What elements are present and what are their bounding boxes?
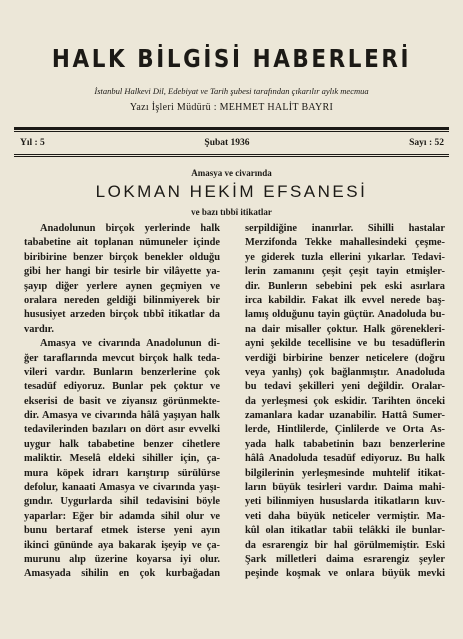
masthead-title: HALK BİLGİSİ HABERLERİ [51,44,412,73]
body-line: Anadolunun birçok yerlerinde halk [40,223,220,234]
body-line: vileri vardır. Bunların benzerlerine çok [24,366,220,378]
body-line: ğer taraflarında mevcut birçok halk teda- [24,352,220,364]
body-line: maliktir. Meselâ eldeki sihiller için, ça- [24,453,220,465]
article-column-left [24,222,220,582]
body-line: ların büyük tesirleri vardır. Daima mahi- [245,482,445,494]
body-line: serpildiğine inanırlar. Sihilli hastalar [245,223,445,234]
body-line: da yerleşmesi çok eskidir. Tarihten önceki [245,395,445,407]
body-line: lamış olduğunu tayin güçtür. Anadoluda bu- [245,309,445,321]
body-line: uygur halk tababetine benzer cihetlere [24,438,220,450]
body-line: dir. Bunlerın sebebini pek eski asırlara [245,280,445,292]
body-line: verdiği birbirine benzer neticelere (doğru [245,352,445,364]
body-line: bu tedavi şekilleri yeni değildir. Oralar- [245,381,445,393]
body-line: şayıp diğer yerlere aynen geçmiyen ve [24,280,220,292]
body-line: hususiyet arzeden birçok tıbbî itikatlar da [24,309,220,321]
body-line: mura köpek idrarı karıştırıp sürülürse [24,467,220,479]
body-line: defolur, kanaati Amasya ve civarında yaşı- [24,482,220,494]
body-line: Şark milletleri daima esrarengiz şeyler [245,553,445,565]
body-line: ayni şekilde tecellisine ve bu tesadüflerin [245,338,445,350]
body-line: ekserisi de basit ve ziyansız görünmekte- [24,395,220,407]
body-line: Amasyada sihilin en çok kurbağadan [24,568,220,580]
body-line: vardır. [24,323,54,335]
article-column-right [245,222,445,582]
body-line: ye giderek tuzla ellerini yıkarlar. Tedavi- [245,251,445,263]
body-line: lerin zamanını çeşit çeşit tayin etmişler- [245,266,445,278]
header-rule [14,127,449,130]
body-line: veti daha büyük neticeler vermiştir. Ma- [245,510,445,522]
body-line: ikinci gününde aya bakarak işeyip ve ça- [24,539,220,551]
issue-number: Sayı : 52 [409,138,444,148]
body-line: bilgilerinin yerleşmesinde muhtelif itikat- [245,467,445,479]
body-line: gındır. Uygurlarda sihil tedavisini böyle [24,496,220,508]
body-line: na dair misaller çoktur. Halk görenekleri- [245,323,445,335]
body-line: peşinde koşmak ve onlara büyük mevki [245,568,445,580]
body-line: oralara nereden geldiği bilinmiyerek bir [24,294,220,306]
issue-info-bar [20,138,444,148]
article-kicker: Amasya ve civarında [191,168,272,178]
article-headline: LOKMAN HEKİM EFSANESİ [95,182,368,201]
masthead-subtitle: İstanbul Halkevi Dil, Edebiyat ve Tarih şubesi tarafından çıkarılır aylık mecmua [94,86,369,96]
body-line: Amasya ve civarında Anadolunun di- [40,338,220,350]
body-line: hâlâ Anadoluda tesadüf ediyoruz. Bu halk [245,453,445,465]
issue-date: Şubat 1936 [204,138,250,148]
body-line: irca kabildir. Fakat ilk evvel nerede baş- [245,294,445,306]
info-rule-2 [14,156,449,157]
body-line: lerde, Hintlilerde, Çinlilerde ve Orta As- [245,424,445,436]
info-rule [14,154,449,155]
editor-line: Yazı İşleri Müdürü : MEHMET HALİT BAYRI [129,102,334,113]
body-line: bunu bertaraf etmek isterse yeni ayın [24,525,220,537]
body-line: tesadüf ediyoruz. Bunlar pek çoktur ve [24,381,220,393]
body-line: veya yanlış) çok bağlanmıştır. Anadoluda [245,366,445,378]
body-line: da esrarengiz bir hal görülmemiştir. Eski [245,539,445,551]
body-line: biribirine benzer birçok benekler olduğu [24,251,220,263]
body-line: murunu alıp üzerine koyarsa iyi olur. [24,553,220,565]
header-rule-thin [14,131,449,132]
article-deck: ve bazı tıbbî itikatlar [191,207,272,217]
body-line: gibi her hangi bir tesirle bir vilâyette ya- [24,266,220,278]
body-line: zamanlara kadar uzanabilir. Hattâ Sumer- [245,410,445,422]
body-line: dir. Amasya ve civarında hâlâ yaşıyan halk [24,410,220,422]
body-line: yeti bilinmiyen hususlarda itikatların kuv- [245,496,445,508]
body-line: yada halk tababetinin bazı benzerlerine [245,438,445,450]
body-line: tedavilerinden bazıları on dört asır evvelki [24,424,220,436]
body-line: Merzifonda Tekke mahallesindeki çeşme- [245,237,445,249]
body-line: kûl olan itikatlar tabii telâkki ile bunlar- [245,525,445,537]
body-line: tababetine ait toplanan nümuneler içinde [24,237,220,249]
issue-year: Yıl : 5 [20,138,45,148]
body-line: yaparlar: Eğer bir adamda sihil olur ve [24,510,220,522]
